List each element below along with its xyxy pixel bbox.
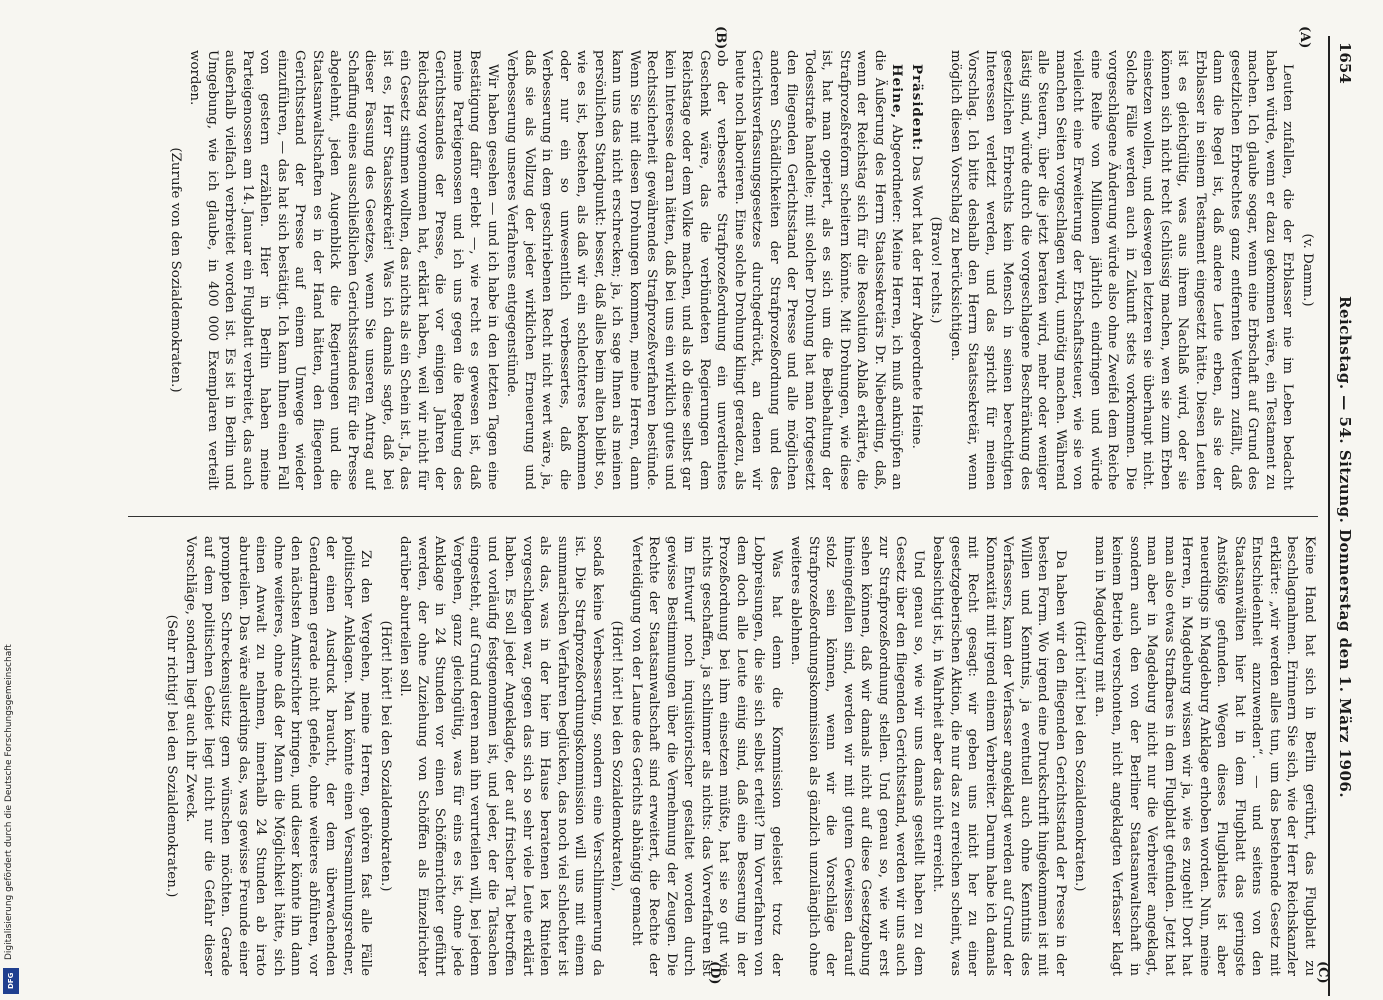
paragraph: Und genau so, wie wir uns damals gestellt haben zu dem Gesetz über den fliegenden Gerichtsstand, werden wir uns auch zur Strafprozeßordnung stellen. Und genau so, wie wir erst sehen können, daß wir damals nicht auf diese Gesetzgebung hineingefallen sind, werden wir mit gutem Gewissen darauf stolz sein können, wenn wir die Vorschläge der Strafprozeßordnungskommission als gänzlich unzulänglich ohne weiteres ablehnen.: [788, 536, 926, 976]
interjection: (Hört! hört! bei den Sozialdemokraten.): [1072, 620, 1088, 892]
speaker-label: Präsident:: [909, 64, 925, 152]
document-page: [40, 0, 1354, 985]
paragraph: sodaß keine Verbesserung, sondern eine Verschlimmerung da ist. Die Strafprozeßordnungskommission will uns mit einem summarischen Verfahren beglücken, das noch viel schlechter ist als das, was in der hier im Hause beratenen lex Rintelen vorgeschlagen war, gegen das sich so sehr viele Leute erklärt haben. Es soll jeder Angeklagte, der auf frischer Tat betroffen und vorläufig festgenommen ist, und jeder, der die Tatsachen eingesteht, auf Grund deren man ihn verurteilen will, bei jedem Vergehen, ganz gleichgültig, was für eins es ist, ohne jede Anklage in 24 Stunden vor einen Schöffenrichter geführt werden, der ohne Zuziehung von Schöffen als Einzelrichter darüber aburteilen soll.: [397, 536, 605, 976]
paragraph: Da haben wir den fliegenden Gerichtsstand der Presse in der besten Form. Wo irgend eine Druckschrift hingekommen ist mit Willen und Kenntnis, ja eventuell auch ohne Kenntnis des Verfassers, kann der Verfasser angeklagt werden auf Grund der Konnexität mit irgend einem Verbreiter. Darum habe ich damals mit Recht gesagt: wir geben uns nicht her zu einer gesetzgeberischen Aktion, die nur das zu erreichen scheint, was beabsichtigt ist, in Wahrheit aber das nicht erreicht.: [930, 536, 1068, 976]
margin-letter-a: (A): [1297, 26, 1312, 49]
paragraph: [503, 50, 906, 490]
paragraph: Zu den Vergehen, meine Herren, gehören fast alle Fälle politischer Anklagen. Man könnte einen Versammlungsredner, der einen Ausdruck braucht, der dem überwachenden Gendarmen gerade nicht gefiele, ohne weiteres abführen, vor den nächsten Amtsrichter bringen, und dieser könnte ihn dann ohne weiteres, ohne daß der Mann die Möglichkeit hätte, sich einen Anwalt zu nehmen, innerhalb 24 Stunden ab irato aburteilen. Das wäre allerdings das, was gewisse Freunde einer prompten Schreckensjustiz gern wünschen möchten. Gerade auf dem politischen Gebiet liegt nicht nur die Gefahr dieser Vorschläge, sondern liegt auch ihr Zweck.: [183, 536, 374, 976]
paragraph: [908, 50, 926, 490]
speaker-text: Das Wort hat der Herr Abgeordnete Heine.: [909, 155, 924, 449]
margin-letter-c: (C): [1315, 961, 1330, 984]
sidebar: [0, 0, 22, 1000]
paragraph: Leuten zufallen, die der Erblasser nie im Leben bedacht haben würde, wenn er dazu gekommen wäre, ein Testament zu machen. Ich glaube sogar, wenn eine Erbschaft auf Grund des gesetzlichen Erbrechtes ganz entfernten Vettern zufällt, daß dann die Regel ist, daß andere Leute erben, als sie der Erblasser in seinem Testament eingesetzt hätte. Diesen Leuten ist es gleichgültig, was aus ihrem Nachlaß wird, oder sie können sich nicht recht (schlüssig machen, wen sie zum Erben einsetzen wollen, und deswegen letzteren sie überhaupt nicht. Solche Fälle werden auch in Zukunft stets vorkommen. Die vorgeschlagene Änderung würde also ohne Zweifel dem Reiche eine Reihe von Millionen jährlich eindringen und würde vielleicht eine Erweiterung der Erbschaftssteuer, wie sie von manchen Seiten vorgeschlagen wird, unnötig machen. Während alle Steuern, über die jetzt beraten wird, mehr oder weniger lästig sind, würde durch die vorgeschlagene Beschränkung des gesetzlichen Erbrechts kein Mensch in seinen berechtigten Interessen verletzt werden, und das spricht für meinen Vorschlag. Ich bitte deshalb den Herrn Staatssekretär, wenn möglich diesen Vorschlag zu berücksichtigen.: [948, 50, 1296, 490]
speaker-text: Abgeordneter: Meine Herren, ich muß anknüpfen an die Äußerung des Herrn Staatssekretärs Dr. Nieberding, daß, wenn der Reichstag sich für die Resolution Ablaß erklärte, die Strafprozeßreform scheitern könnte. Mit Drohungen, wie diese ist, hat man operiert, als es sich um die Beibehaltung der Todesstrafe handelte; mit solcher Drohung hat man fortgesetzt den fliegenden Gerichtsstand der Presse und alle möglichen anderen Schädlichkeiten der Strafprozeßordnung und des Gerichtsverfassungsgesetzes durchgedrückt, an denen wir heute noch laborieren. Eine solche Drohung klingt geradezu, als ob der verbesserte Strafprozeßordnung ein unverdientes Geschenk wäre, das die verbündeten Regierungen dem Reichstage oder dem Volke machen, und als ob diese selbst gar kein Interesse daran hätten, daß bei uns ein wirklich gutes und Rechtssicherheit gewährendes Strafprozeßverfahren bestünde. Wenn Sie mit diesen Drohungen kommen, meine Herren, dann kann uns das nicht erschrecken; ja, ich sage Ihnen als meinen persönlichen Standpunkt: besser, daß alles beim alten bleibt so, wie es ist, bestehen, als daß wir ein schlechteres bekommen oder nur ein so unwesentlich verbessertes, daß die Verbesserung in dem geschriebenen Recht nicht wert wäre, ja, daß sie als Vollzug der jeder wirklichen Erneuerung und Verbesserung unseres Verfahrens entgegenstünde.: [504, 50, 905, 490]
interjection: (Sehr richtig! bei den Sozialdemokraten.): [164, 614, 179, 898]
digitization-credit: Digitalisierung gefördert durch die Deutsche Forschungsgemeinschaft: [4, 644, 14, 960]
paragraph: Was hat denn die Kommission geleistet trotz der Lobpreisungen, die sie sich selbst erteilt? Im Vorverfahren von dem doch alle Leute einig sind, daß eine Besserung in der Prozeßordnung bei ihm einsetzen müßte, hat sie so gut wie nichts geschaffen, ja schlimmer als nichts: das Vorverfahren ist im Entwurf noch inquisitorischer gestaltet worden durch gewisse Bestimmungen über die Vernehmung der Zeugen. Die Rechte der Staatsanwaltschaft sind erweitert, die Rechte der Verteidigung von der Laune des Gerichts abhängig gemacht: [629, 536, 784, 976]
left-column: [118, 50, 1318, 490]
interjection: (Bravo! rechts.): [928, 216, 944, 324]
page-number: 1654: [1336, 42, 1354, 84]
interjection: (Hört! hört! bei den Sozialdemokraten.): [378, 620, 393, 892]
column-divider: [128, 516, 1318, 517]
margin-letter-d: (D): [707, 961, 722, 985]
page-header: [1328, 36, 1358, 996]
speaker-tag: (v. Damm.): [1300, 233, 1315, 307]
columns: [118, 26, 1330, 996]
interjection: (Zurufe von den Sozialdemokraten.): [168, 147, 183, 393]
paragraph: Keine Hand hat sich in Berlin gerührt, das Flugblatt zu beschlagnahmen. Erinnern Sie sich, wie der Herr Reichskanzler erklärte: „wir werden alles tun, um das bestehende Gesetz mit Entschiedenheit anzuwenden“. — und seitens von den Staatsanwälten hier hat in dem Flugblatt das geringste Anstößige gefunden. Wegen dieses Flugblattes ist aber neuerdings in Magdeburg Anklage erhoben worden. Nun, meine Herren, in Magdeburg wissen wir ja, wie es zugeht! Dort hat man also etwas Strafbares in dem Flugblatt gefunden. Jetzt hat man aber in Magdeburg nicht nur die Verbreiter angeklagt, sondern auch den von der Berliner Staatsanwaltschaft in keinem Betrieb verschonten, nicht angeklagten Verfasser klagt man in Magdeburg mit an.: [1092, 536, 1317, 976]
interjection: (Hört! hört! bei den Sozialdemokraten),: [609, 620, 625, 892]
paragraph: Wir haben gesehen — und ich habe in den letzten Tagen eine Bestätigung dafür erlebt —, wie recht es gewesen ist, daß meine Parteigenossen und ich uns gegen die Regelung des Gerichtsstandes der Presse, die vor einigen Jahren der Reichstag vorgenommen hat, erklärt haben, weil wir nicht für ein Gesetz stimmen wollten, das nichts als ein Schein ist. Ja, das ist es, Herr Staatssekretär! Was ich damals sagte, daß bei dieser Fassung des Gesetzes, wenn Sie unseren Antrag auf Schaffung eines ausschließlichen Gerichtsstandes für die Presse abgelehnt, jeden Augenblick die Regierungen und die Staatsanwaltschaften es in der Hand hätten, den fliegenden Gerichtsstand der Presse auf einem Umwege wieder einzuführen, — das hat sich bestätigt. Ich kann Ihnen einen Fall von gestern erzählen. Hier in Berlin haben meine Parteigenossen am 14. Januar ein Flugblatt verbreitet, das auch außerhalb vielfach verbreitet worden ist. Es ist in Berlin und Umgebung, wie ich glaube, in 400 000 Exemplaren verteilt worden.: [187, 50, 500, 490]
speaker-label: Heine,: [889, 64, 906, 120]
margin-letter-b: (B): [713, 26, 728, 50]
rotated-page-content: [98, 26, 1358, 996]
dfg-logo-icon: DFG: [3, 968, 19, 994]
page-title: Reichstag. — 54. Sitzung. Donnerstag den 1. März 1906.: [1336, 296, 1354, 799]
right-column: [118, 536, 1318, 976]
